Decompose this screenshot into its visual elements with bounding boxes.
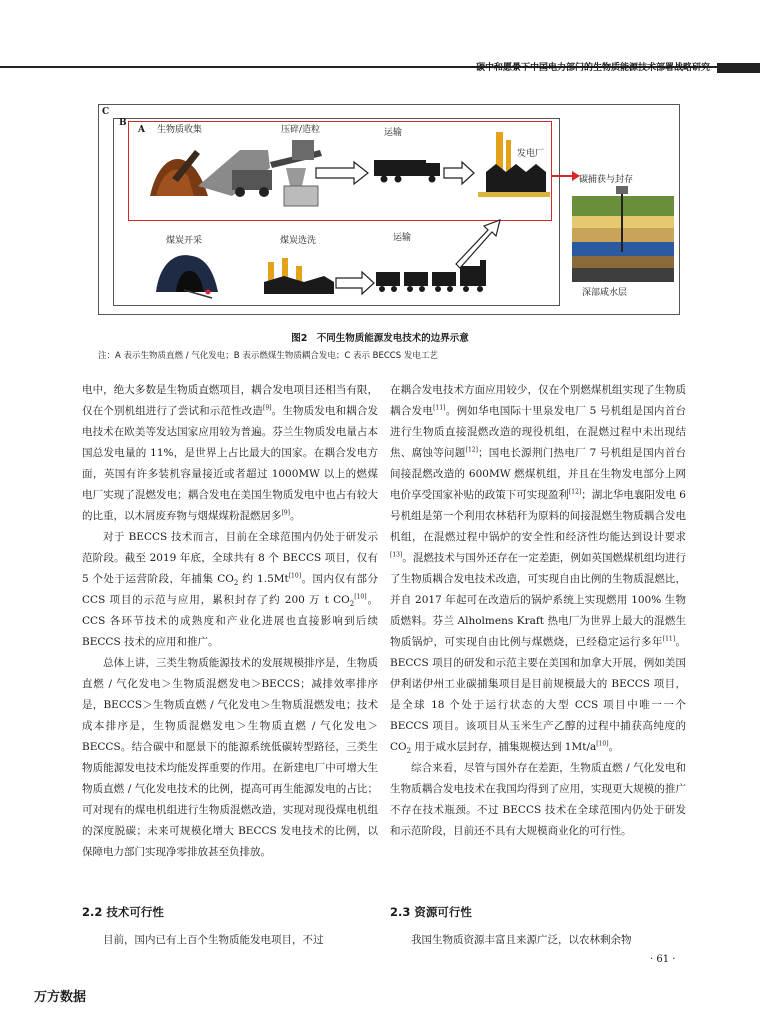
left-trailing-line: 目前，国内已有上百个生物质能发电项目，不过 (103, 934, 324, 946)
left-paragraph-2: 对于 BECCS 技术而言，目前在全球范围内仍处于研发示范阶段。截至 2019 年底，全球共有 8 个 BECCS 项目，仅有 5 个处于运营阶段，年捕集 $CO_2$ 约 1.5Mt[10]。国内仅有部分 CCS 项目的示范与应用，累积封存了约 200 万 t $CO_2[10]$。CCS 各环节技术的成熟度和产业化进展也直接影响到后续 BECCS 技术的应用和推广。 (82, 531, 378, 648)
page-number: · 61 · (650, 954, 676, 965)
arrow-to-plant-diagonal-icon (456, 220, 500, 268)
running-title: 碳中和愿景下中国电力部门的生物质能源技术部署战略研究 (475, 63, 710, 73)
label-transport-bottom: 运输 (393, 233, 412, 243)
label-ccs: 碳捕获与封存 (579, 175, 634, 185)
coal-mine-icon (156, 255, 218, 298)
crusher-icon (270, 140, 322, 206)
label-power-plant: 发电厂 (517, 149, 545, 159)
label-a: A (138, 125, 145, 135)
geological-storage-icon (572, 186, 674, 282)
right-column (390, 380, 686, 842)
coal-washing-icon (264, 258, 334, 294)
label-transport-top: 运输 (384, 128, 403, 138)
brand-watermark: 万方数据 (34, 990, 87, 1005)
figure-title: 图2 不同生物质能源发电技术的边界示意 (291, 333, 469, 344)
label-deep-saline-aquifer: 深部咸水层 (582, 288, 628, 298)
power-plant-icon (478, 132, 550, 197)
process-illustration (0, 0, 760, 330)
left-column (82, 380, 378, 863)
label-b: B (119, 118, 127, 128)
right-trailing-line: 我国生物质资源丰富且来源广泛，以农林剩余物 (411, 934, 632, 946)
label-coal-washing: 煤炭选洗 (280, 236, 317, 246)
left-paragraph-1: 电中，绝大多数是生物质直燃项目，耦合发电项目还相当有限，仅在个别机组进行了尝试和示范性改造[9]。生物质发电和耦合发电技术在欧美等发达国家应用较为普遍。芬兰生物质发电量占本国总发电量的 11%，是世界上占比最大的国家。在耦合发电方面，英国有许多装机容量接近或者超过 1000MW 以上的燃煤电厂实现了混燃发电；耦合发电在美国生物质发电中也占有较大的比重，以木屑废弃物与烟煤煤粉混燃居多[9]。 (82, 384, 379, 522)
left-paragraph-3: 总体上讲，三类生物质能源技术的发展规模排序是，生物质直燃 / 气化发电＞生物质混燃发电＞BECCS；减排效率排序是，BECCS＞生物质直燃 / 气化发电＞生物质混燃发电；技术成本排序是，生物质混燃发电＞生物质直燃 / 气化发电＞BECCS。结合碳中和愿景下的能源系统低碳转型路径，三类生物质能源发电技术均能发挥重要的作用。在新建电厂中可增大生物质直燃 / 气化发电技术的比例，提高可再生能源发电的占比；可对现有的煤电机组进行生物质混燃改造，实现对现役煤电机组的深度脱碳；未来可规模化增大 BECCS 发电技术的比例，以保障电力部门实现净零排放甚至负排放。 (82, 657, 378, 858)
label-crush-pellet: 压碎/造粒 (281, 125, 321, 135)
biomass-pile-icon (150, 150, 208, 196)
section-2-2-heading: 2.2 技术可行性 (82, 905, 164, 919)
arrow-to-plant-icon (444, 162, 474, 184)
label-c: C (102, 107, 110, 117)
arrow-to-transport-icon (316, 162, 368, 184)
arrow-to-ccs-icon (552, 171, 580, 181)
label-biomass-collection: 生物质收集 (157, 125, 203, 135)
train-icon (376, 260, 486, 292)
arrow-to-train-icon (336, 272, 374, 294)
right-paragraph-2: 综合来看，尽管与国外存在差距，生物质直燃 / 气化发电和生物质耦合发电技术在我国均得到了应用，实现更大规模的推广不存在技术瓶颈。不过 BECCS 技术在全球范围内仍处于研发和示范阶段，目前还不具有大规模商业化的可行性。 (390, 762, 686, 837)
section-2-3-heading: 2.3 资源可行性 (390, 905, 472, 919)
right-paragraph-1: 在耦合发电技术方面应用较少，仅在个别燃煤机组实现了生物质耦合发电[11]。例如华电国际十里泉发电厂 5 号机组是国内首台进行生物质直接混燃改造的现役机组，在混燃过程中未出现结焦、腐蚀等问题[12]；国电长源荆门热电厂 7 号机组是国内首台间接混燃改造的 600MW 燃煤机组，并且在生物发电部分上网电价享受国家补贴的政策下可实现盈利[12]；湖北华电襄阳发电 6 号机组是第一个利用农林秸秆为原料的间接混燃生物质耦合发电机组，在混燃过程中锅炉的安全性和经济性均能达到设计要求[13]。混燃技术与国外还存在一定差距，例如英国燃煤机组均进行了生物质耦合发电技术改造，可实现自由比例的生物质混燃比，并自 2017 年起可在改造后的锅炉系统上实现燃用 100% 生物质燃料。芬兰 Alholmens Kraft 热电厂为世界上最大的混燃生物质锅炉，可实现自由比例与煤燃烧，已经稳定运行多年[11]。BECCS 项目的研发和示范主要在美国和加拿大开展，例如美国伊利诺伊州工业碳捕集项目是目前规模最大的 BECCS 项目，是全球 18 个处于运行状态的大型 CCS 项目中唯一一个 BECCS 项目。该项目从玉米生产乙醇的过程中捕获高纯度的 $CO_2$ 用于咸水层封存，捕集规模达到 1Mt/a[10]。 (390, 384, 687, 756)
truck-icon (374, 160, 440, 183)
harvester-icon (198, 150, 272, 197)
label-coal-mining: 煤炭开采 (166, 236, 203, 246)
figure-note: 注：A 表示生物质直燃 / 气化发电；B 表示燃煤生物质耦合发电；C 表示 BECCS 发电工艺 (98, 351, 438, 361)
